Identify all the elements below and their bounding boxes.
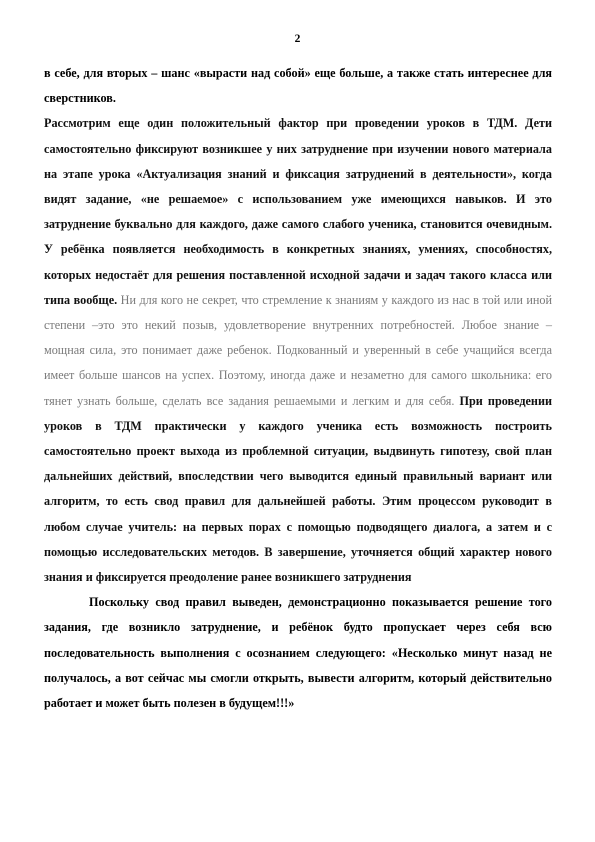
page-number: 2 <box>294 33 301 45</box>
paragraph-3: Поскольку свод правил выведен, демонстрационно показывается решение того задания, где возникло затруднение, и ребёнок будто пропускает через себя всю последовательность выполнения с осознанием следующего: «Несколько минут назад не получалось, а вот сейчас мы смогли открыть, вывести алгоритм, который действительно работает и может быть полезен в будущем!!!» <box>44 595 552 711</box>
paragraph-2 <box>44 111 552 590</box>
paragraph-2-part-3: При проведении уроков в ТДМ практически у каждого ученика есть возможность построить самостоятельно проект выхода из проблемной ситуации, выдвинуть гипотезу, свой план дальнейших действий, впоследствии чего выводится единый правильный вариант или алгоритм, то есть свод правил для дальнейшей работы. Этим процессом руководит в любом случае учитель: на первых порах с помощью подводящего диалога, а затем и с помощью исследовательских методов. В завершение, уточняется общий характер нового знания и фиксируется преодоление ранее возникшего затруднения <box>44 393 552 585</box>
paragraph-1: в себе, для вторых – шанс «вырасти над собой» еще больше, а также стать интереснее для сверстников. <box>44 66 552 106</box>
paragraph-2-part-1: Рассмотрим еще один положительный фактор при проведении уроков в ТДМ. Дети самостоятельно фиксируют возникшее у них затруднение при изучении нового материала на этапе урока «Актуализация знаний и фиксация затруднений в деятельности», когда видят задание, «не решаемое» с использованием уже имеющихся навыков. И это затруднение буквально для каждого, даже самого слабого ученика, становится очевидным. У ребёнка появляется необходимость в конкретных знаниях, умениях, способностях, которых недостаёт для решения поставленной исходной задачи и задач такого класса или типа вообще. <box>44 116 552 307</box>
paragraph-2-part-2: Ни для кого не секрет, что стремление к знаниям у каждого из нас в той или иной степени –это это некий позыв, удовлетворение внутренних потребностей. Любое знание – мощная сила, это понимает даже ребенок. Подкованный и уверенный в себе учащийся всегда имеет больше шансов на успех. Поэтому, иногда даже и незаметно для самого школьника: его тянет узнать больше, сделать все задания решаемыми и легким и для себя. <box>44 292 552 408</box>
document-body <box>44 61 552 716</box>
